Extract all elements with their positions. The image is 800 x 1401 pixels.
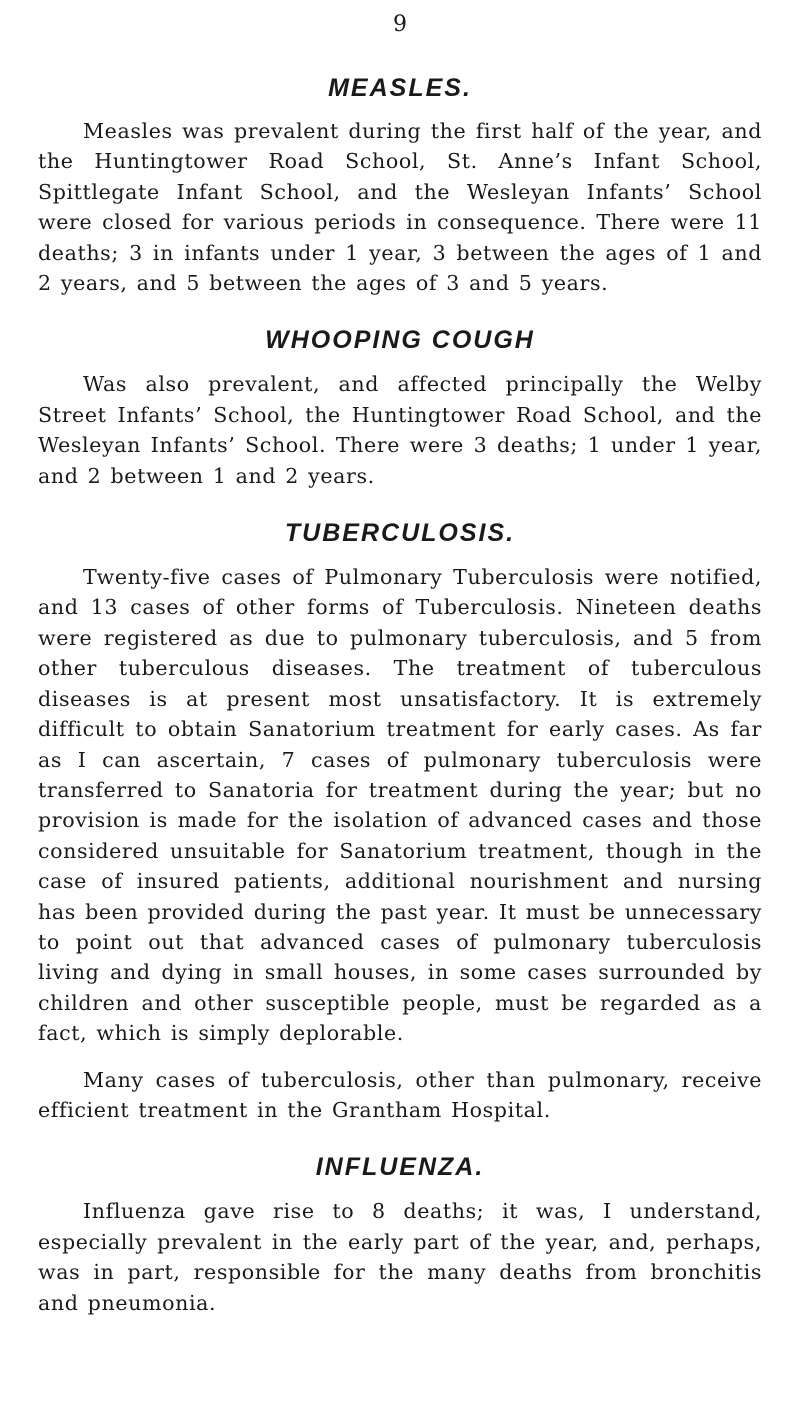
- page-number: 9: [393, 12, 407, 37]
- paragraph-whooping-cough: Was also prevalent, and affected principally the Welby Street Infants’ School, the Huntingtower Road School, and the Wesleyan Infants’ School. There were 3 deaths; 1 under 1 year, and 2 between 1 and 2 years.: [38, 372, 762, 488]
- heading-influenza: INFLUENZA.: [315, 1153, 485, 1182]
- heading-measles: MEASLES.: [328, 74, 472, 102]
- heading-whooping-cough: WHOOPING COUGH: [265, 326, 535, 355]
- paragraph-measles: Measles was prevalent during the first half of the year, and the Huntingtower Road School, St. Anne’s Infant School, Spittlegate Infant School, and the Wesleyan Infants’ School were closed for various periods in consequence. There were 11 deaths; 3 in infants under 1 year, 3 between the ages of 1 and 2 years, and 5 between the ages of 3 and 5 years.: [38, 119, 762, 296]
- paragraph-tuberculosis-2: Many cases of tuberculosis, other than pulmonary, receive efficient treatment in the Grantham Hospital.: [38, 1067, 762, 1122]
- paragraph-influenza: Influenza gave rise to 8 deaths; it was, I understand, especially prevalent in the early part of the year, and, perhaps, was in part, responsible for the many deaths from bronchitis and pneumonia.: [38, 1199, 762, 1315]
- heading-tuberculosis: TUBERCULOSIS.: [284, 519, 516, 548]
- paragraph-tuberculosis-1: Twenty-five cases of Pulmonary Tuberculosis were notified, and 13 cases of other forms of Tuberculosis. Nineteen deaths were registered as due to pulmonary tuberculosis, and 5 from other tuberculous diseases. The treatment of tuberculous diseases is at present most unsatisfactory. It is extremely difficult to obtain Sanatorium treatment for early cases. As far as I can ascertain, 7 cases of pulmonary tuberculosis were transferred to Sanatoria for treatment during the year; but no provision is made for the isolation of advanced cases and those considered unsuitable for Sanatorium treatment, though in the case of insured patients, additional nourishment and nursing has been provided during the past year. It must be unnecessary to point out that advanced cases of pulmonary tuberculosis living and dying in small houses, in some cases surrounded by children and other susceptible people, must be regarded as a fact, which is simply deplorable.: [38, 565, 762, 1046]
